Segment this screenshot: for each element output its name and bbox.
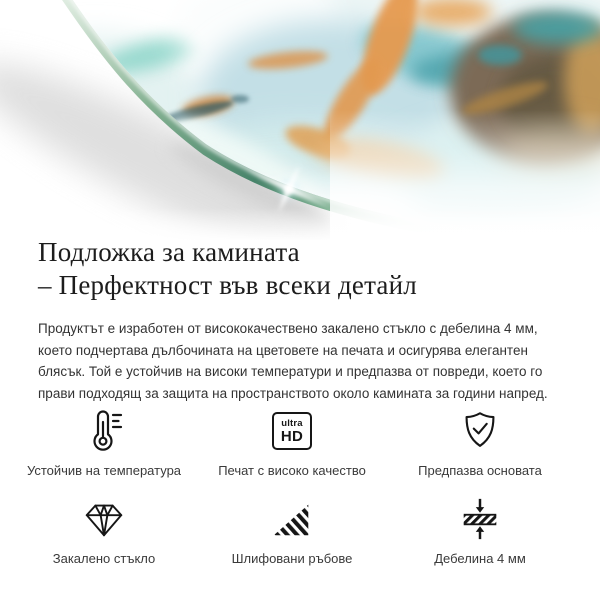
shield-check-icon bbox=[457, 407, 503, 455]
ultra-hd-icon-text-bottom: HD bbox=[280, 428, 304, 446]
ultra-hd-icon-text-top: ultra bbox=[281, 417, 303, 429]
feature-label: Устойчив на температура bbox=[26, 463, 182, 478]
product-description-section bbox=[38, 232, 572, 404]
thickness-icon bbox=[457, 495, 503, 543]
polished-edges-icon bbox=[269, 495, 315, 543]
ultra-hd-icon bbox=[272, 407, 312, 455]
feature-protects-base bbox=[386, 407, 574, 478]
feature-tempered-glass bbox=[10, 495, 198, 566]
feature-label: Печат с високо качество bbox=[218, 463, 366, 478]
page-title-line1: Подложка за камината bbox=[38, 237, 300, 267]
feature-temperature bbox=[10, 407, 198, 478]
product-photo bbox=[0, 0, 600, 240]
diamond-icon bbox=[81, 495, 127, 543]
product-description-text: Продуктът е изработен от висококачествено закалено стъкло с дебелина 4 мм, което подчертава дълбочината на цветовете на печата и осигурява елегантен блясък. Той е устойчив на високи температури и предпазва от повреди, което го прави подходящ за защита на пространството около камината за години напред. bbox=[38, 320, 548, 401]
feature-polished-edges bbox=[198, 495, 386, 566]
feature-label: Шлифовани ръбове bbox=[231, 551, 353, 566]
page-title bbox=[38, 236, 572, 303]
feature-print-quality bbox=[198, 407, 386, 478]
feature-label: Дебелина 4 мм bbox=[434, 551, 526, 566]
page-title-line2: – Перфектност във всеки детайл bbox=[38, 270, 417, 301]
feature-label: Предпазва основата bbox=[418, 463, 542, 478]
feature-label: Закалено стъкло bbox=[52, 551, 156, 566]
feature-grid bbox=[10, 407, 590, 566]
feature-thickness bbox=[386, 495, 574, 566]
glass-disc-illustration bbox=[0, 0, 600, 240]
thermometer-icon bbox=[80, 407, 128, 455]
